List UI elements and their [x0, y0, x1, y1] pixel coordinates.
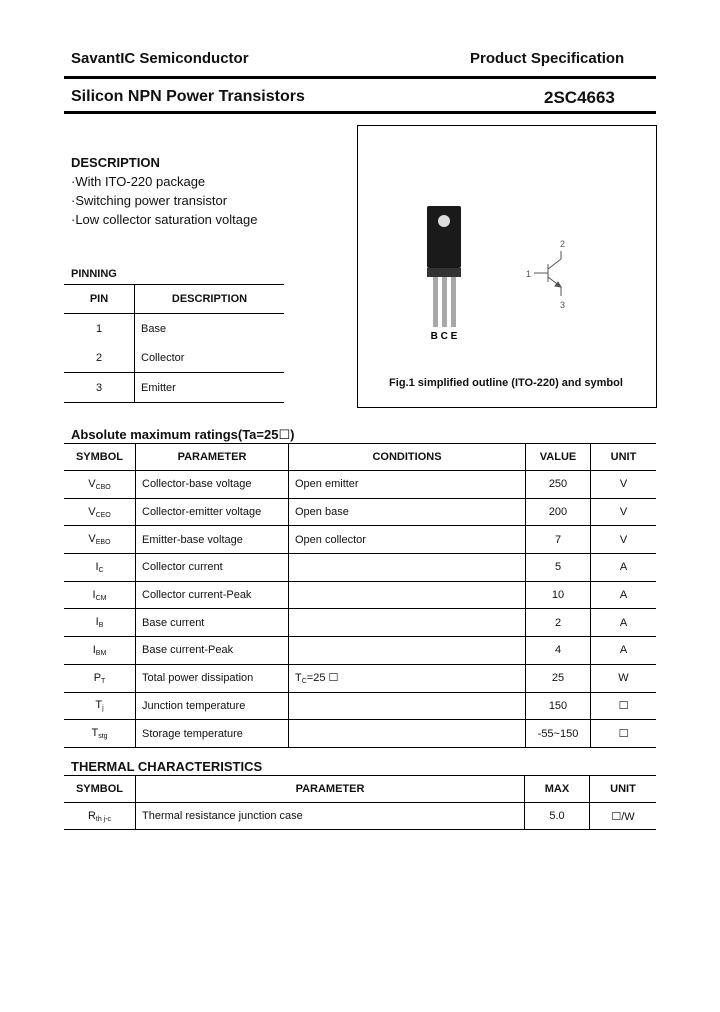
parameter-cell: Junction temperature: [136, 692, 289, 720]
document-type: Product Specification: [470, 50, 625, 67]
symbol-pin-2: 2: [560, 239, 566, 249]
unit-cell: A: [591, 609, 657, 637]
symbol-cell: $R_{th j-c}$: [64, 803, 136, 830]
parameter-cell: Collector current: [136, 554, 289, 582]
parameter-cell: Emitter-base voltage: [136, 526, 289, 554]
package-base: [427, 268, 461, 277]
value-cell: 25: [526, 664, 591, 692]
parameter-cell: Collector-base voltage: [136, 471, 289, 499]
header-rule-bottom: [64, 111, 656, 114]
description-line: ·With ITO-220 package: [71, 174, 206, 189]
column-header: PIN: [64, 285, 135, 314]
description-line: ·Switching power transistor: [71, 193, 228, 208]
column-header: CONDITIONS: [289, 444, 526, 471]
column-header: MAX: [525, 776, 590, 803]
symbol-pin-1: 1: [526, 269, 532, 279]
unit-cell: V: [591, 498, 657, 526]
symbol-cell: $V_{EBO}$: [64, 526, 136, 554]
unit-cell: ☐: [591, 720, 657, 748]
table-row: [64, 343, 284, 373]
unit-cell: W: [591, 664, 657, 692]
value-cell: 4: [526, 637, 591, 665]
pin-description: Emitter: [135, 373, 285, 403]
unit-cell: V: [591, 526, 657, 554]
symbol-cell: $I_{CM}$: [64, 581, 136, 609]
conditions-cell: Open emitter: [289, 471, 526, 499]
table-row: [64, 609, 656, 637]
value-cell: 2: [526, 609, 591, 637]
parameter-cell: Base current: [136, 609, 289, 637]
unit-cell: A: [591, 637, 657, 665]
value-cell: 5: [526, 554, 591, 582]
conditions-cell: [289, 720, 526, 748]
value-cell: 150: [526, 692, 591, 720]
symbol-cell: $V_{CBO}$: [64, 471, 136, 499]
value-cell: 7: [526, 526, 591, 554]
description-line: ·Low collector saturation voltage: [71, 212, 258, 227]
figure-box: [357, 125, 657, 408]
conditions-cell: [289, 581, 526, 609]
conditions-cell: $T_C=25$ ☐: [289, 664, 526, 692]
description-heading: DESCRIPTION: [71, 155, 160, 170]
parameter-cell: Thermal resistance junction case: [136, 803, 525, 830]
lead-base: [433, 277, 438, 327]
symbol-cell: $P_T$: [64, 664, 136, 692]
unit-cell: A: [591, 581, 657, 609]
pin-number: 3: [64, 373, 135, 403]
value-cell: 5.0: [525, 803, 590, 830]
conditions-cell: [289, 692, 526, 720]
pin-description: Collector: [141, 351, 185, 364]
value-cell: 250: [526, 471, 591, 499]
column-header: SYMBOL: [64, 444, 136, 471]
table-row: [64, 314, 284, 344]
package-outline-drawing: [358, 126, 656, 407]
unit-cell: ☐: [591, 692, 657, 720]
table-row: [64, 554, 656, 582]
symbol-cell: $I_C$: [64, 554, 136, 582]
mounting-hole: [438, 215, 450, 227]
table-header-row: [64, 776, 656, 803]
conditions-cell: [289, 637, 526, 665]
table-row: [64, 692, 656, 720]
conditions-cell: Open base: [289, 498, 526, 526]
lead-collector: [442, 277, 447, 327]
column-header: UNIT: [591, 444, 657, 471]
table-row: [64, 471, 656, 499]
pinning-heading: PINNING: [71, 268, 117, 280]
thermal-heading: THERMAL CHARACTERISTICS: [71, 759, 263, 774]
conditions-cell: [289, 609, 526, 637]
column-header: PARAMETER: [136, 444, 289, 471]
symbol-cell: $I_B$: [64, 609, 136, 637]
symbol-cell: $T_j$: [64, 692, 136, 720]
parameter-cell: Base current-Peak: [136, 637, 289, 665]
header-rule-top: [64, 76, 656, 79]
symbol-cell: $I_{BM}$: [64, 637, 136, 665]
product-line: Silicon NPN Power Transistors: [71, 88, 305, 105]
pin-number: 1: [64, 314, 135, 344]
table-row: [64, 664, 656, 692]
value-cell: 200: [526, 498, 591, 526]
table-row: [64, 526, 656, 554]
abs-max-table: [64, 443, 656, 748]
conditions-cell: Open collector: [289, 526, 526, 554]
thermal-table: [64, 775, 656, 830]
pin-description: Base: [141, 322, 167, 335]
symbol-cell: $T_{stg}$: [64, 720, 136, 748]
table-row: [64, 637, 656, 665]
abs-max-heading: Absolute maximum ratings(Ta=25☐): [71, 427, 295, 442]
company-name: SavantIC Semiconductor: [71, 50, 249, 67]
value-cell: 10: [526, 581, 591, 609]
lead-emitter: [451, 277, 456, 327]
parameter-cell: Total power dissipation: [136, 664, 289, 692]
column-header: VALUE: [526, 444, 591, 471]
parameter-cell: Collector-emitter voltage: [136, 498, 289, 526]
table-row: [64, 581, 656, 609]
value-cell: -55~150: [526, 720, 591, 748]
table-row: [64, 498, 656, 526]
pin-number: 2: [64, 343, 135, 373]
unit-cell: ☐/W: [590, 803, 657, 830]
conditions-cell: [289, 554, 526, 582]
column-header: UNIT: [590, 776, 657, 803]
table-header-row: [64, 285, 284, 314]
table-row: [64, 720, 656, 748]
pinning-table: [64, 284, 284, 403]
parameter-cell: Storage temperature: [136, 720, 289, 748]
column-header: SYMBOL: [64, 776, 136, 803]
part-number: 2SC4663: [544, 88, 615, 107]
table-row: [64, 373, 284, 403]
column-header: DESCRIPTION: [135, 285, 285, 314]
figure-caption: Fig.1 simplified outline (ITO-220) and symbol: [389, 377, 623, 389]
unit-cell: A: [591, 554, 657, 582]
symbol-cell: $V_{CEO}$: [64, 498, 136, 526]
table-row: [64, 803, 656, 830]
table-header-row: [64, 444, 656, 471]
symbol-pin-3: 3: [560, 300, 566, 310]
column-header: PARAMETER: [136, 776, 525, 803]
npn-transistor-symbol: [534, 251, 561, 296]
unit-cell: V: [591, 471, 657, 499]
pin-letters: B C E: [430, 331, 458, 342]
parameter-cell: Collector current-Peak: [136, 581, 289, 609]
